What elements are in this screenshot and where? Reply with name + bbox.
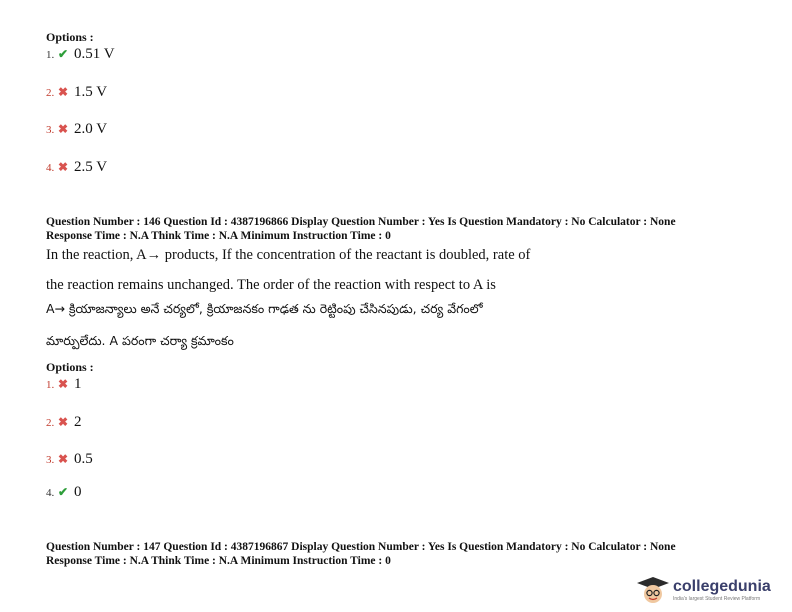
option-value: 2.5 V [74,159,108,175]
option-value: 2 [74,414,82,430]
check-icon: ✔ [58,485,69,499]
option-1 [46,376,82,393]
option-value: 0 [74,484,82,500]
cross-icon: ✖ [58,122,69,136]
question-text: In the reaction, A→ products, If the concentration of the reactant is doubled, rate of [46,247,531,263]
cross-icon: ✖ [58,452,69,466]
question-text-telugu: A→ క్రియాజన్యాలు అనే చర్యలో, క్రియాజనకం గాఢత ను రెట్టింపు చేసినపుడు, చర్య వేగంలో [46,301,483,316]
cross-icon: ✖ [58,377,69,391]
option-2 [46,414,82,431]
option-number: 3. [46,454,55,466]
options-label: Options : [46,30,94,44]
option-number: 4. [46,487,55,499]
option-2 [46,84,107,101]
check-icon: ✔ [58,47,69,61]
cross-icon: ✖ [58,160,69,174]
collegedunia-logo [636,575,771,605]
question-meta: Question Number : 147 Question Id : 4387196867 Display Question Number : Yes Is Question Mandatory : No Calculator : None [46,541,676,553]
option-value: 0.5 [74,451,93,467]
response-meta: Response Time : N.A Think Time : N.A Minimum Instruction Time : 0 [46,555,391,567]
option-number: 3. [46,124,55,136]
question-text: the reaction remains unchanged. The order of the reaction with respect to A is [46,277,496,293]
option-number: 2. [46,87,55,99]
option-4 [46,484,82,501]
option-value: 1.5 V [74,84,108,100]
option-4 [46,159,107,176]
question-text-telugu: మార్పులేదు. A పరంగా చర్యా క్రమాంకం [46,333,234,348]
cross-icon: ✖ [58,85,69,99]
logo-name: collegedunia [673,578,771,595]
logo-tagline: India's largest Student Review Platform [673,596,761,602]
option-number: 1. [46,379,55,391]
option-1 [46,46,115,63]
option-number: 2. [46,417,55,429]
option-number: 1. [46,49,55,61]
option-3 [46,451,93,468]
question-meta: Question Number : 146 Question Id : 4387196866 Display Question Number : Yes Is Question Mandatory : No Calculator : None [46,216,676,228]
options-label: Options : [46,360,94,374]
option-number: 4. [46,162,55,174]
graduate-mascot-icon [636,575,670,605]
option-3 [46,121,107,138]
response-meta: Response Time : N.A Think Time : N.A Minimum Instruction Time : 0 [46,230,391,242]
option-value: 0.51 V [74,46,115,62]
option-value: 1 [74,376,82,392]
cross-icon: ✖ [58,415,69,429]
option-value: 2.0 V [74,121,108,137]
